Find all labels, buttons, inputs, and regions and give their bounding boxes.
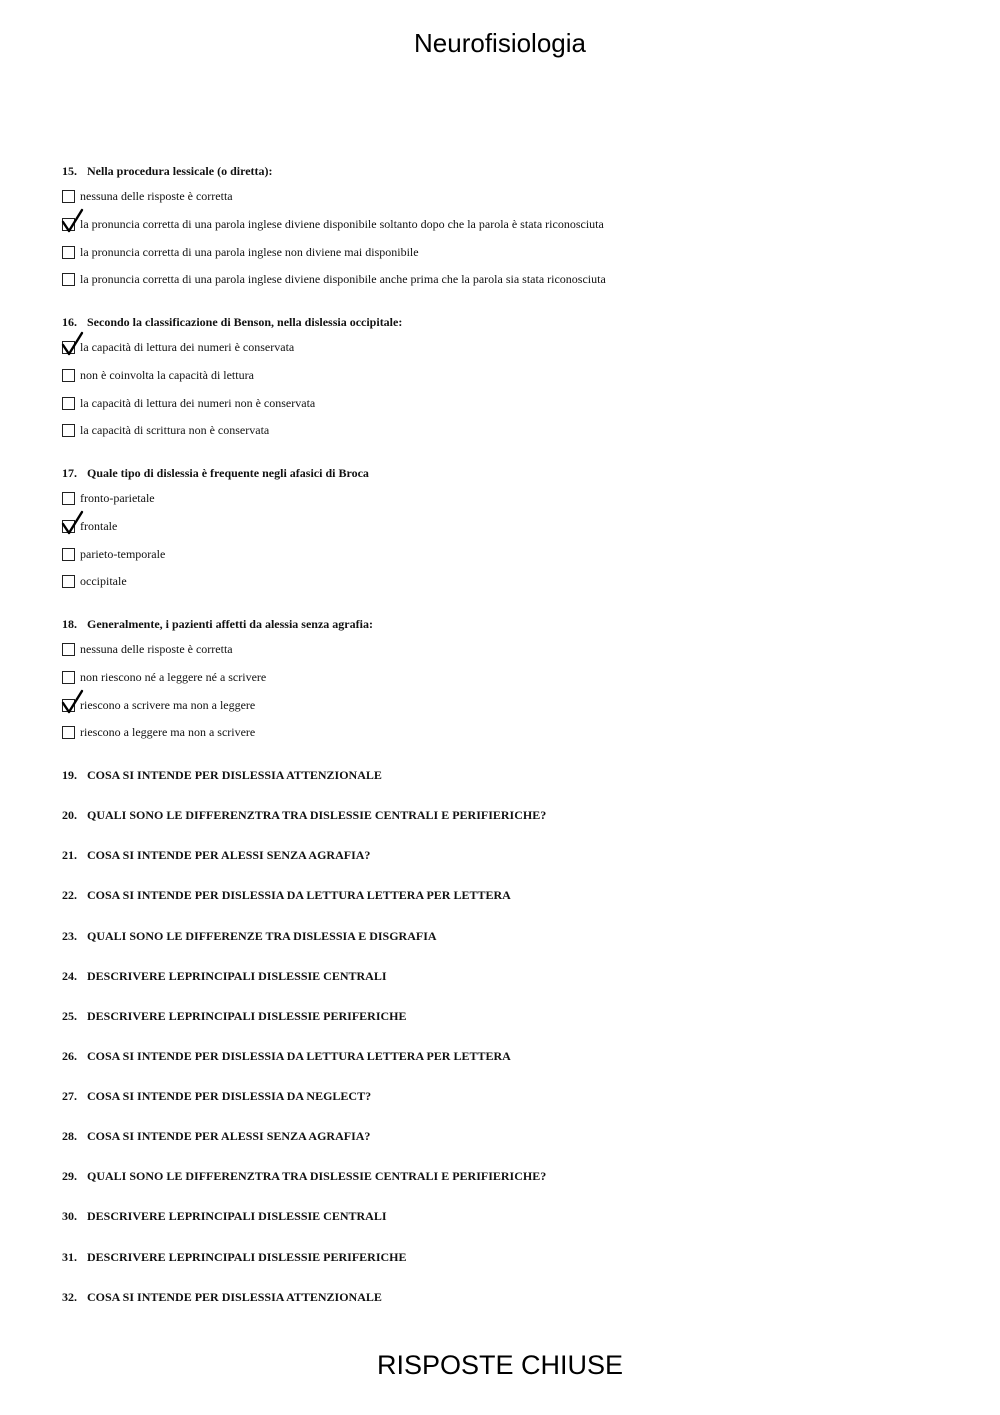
question-text: DESCRIVERE LEPRINCIPALI DISLESSIE PERIFERICHE bbox=[87, 1009, 407, 1023]
question-number: 19. bbox=[62, 768, 77, 782]
question-number: 27. bbox=[62, 1089, 77, 1103]
question-text: COSA SI INTENDE PER DISLESSIA ATTENZIONALE bbox=[87, 768, 382, 782]
checkbox[interactable] bbox=[62, 643, 75, 656]
question-number: 29. bbox=[62, 1169, 77, 1183]
question-text: QUALI SONO LE DIFFERENZTRA TRA DISLESSIE CENTRALI E PERIFIERICHE? bbox=[87, 1169, 547, 1183]
open-question bbox=[62, 888, 511, 903]
option-label: la pronuncia corretta di una parola inglese non diviene mai disponibile bbox=[80, 245, 419, 259]
question-text: COSA SI INTENDE PER DISLESSIA ATTENZIONALE bbox=[87, 1290, 382, 1304]
checkbox[interactable] bbox=[62, 575, 75, 588]
question-15 bbox=[62, 164, 273, 179]
option-label: non riescono né a leggere né a scrivere bbox=[80, 670, 267, 684]
option-label: la capacità di lettura dei numeri non è conservata bbox=[80, 396, 316, 410]
question-text: QUALI SONO LE DIFFERENZE TRA DISLESSIA E DISGRAFIA bbox=[87, 929, 437, 943]
open-question bbox=[62, 969, 387, 984]
open-question bbox=[62, 1089, 371, 1104]
checkbox[interactable] bbox=[62, 548, 75, 561]
question-text: DESCRIVERE LEPRINCIPALI DISLESSIE PERIFERICHE bbox=[87, 1250, 407, 1264]
open-question bbox=[62, 1049, 511, 1064]
question-text: Nella procedura lessicale (o diretta): bbox=[87, 164, 273, 178]
question-text: COSA SI INTENDE PER ALESSI SENZA AGRAFIA? bbox=[87, 1129, 371, 1143]
question-text: COSA SI INTENDE PER ALESSI SENZA AGRAFIA? bbox=[87, 848, 371, 862]
option-label: riescono a scrivere ma non a leggere bbox=[80, 698, 256, 712]
option-label: parieto-temporale bbox=[80, 547, 166, 561]
question-number: 16. bbox=[62, 315, 77, 329]
question-number: 20. bbox=[62, 808, 77, 822]
page-title: Neurofisiologia bbox=[414, 28, 586, 58]
question-16 bbox=[62, 315, 402, 330]
question-number: 28. bbox=[62, 1129, 77, 1143]
checkbox[interactable] bbox=[62, 190, 75, 203]
checkbox[interactable] bbox=[62, 369, 75, 382]
question-number: 23. bbox=[62, 929, 77, 943]
option-label: nessuna delle risposte è corretta bbox=[80, 642, 233, 656]
open-question bbox=[62, 929, 437, 944]
question-text: DESCRIVERE LEPRINCIPALI DISLESSIE CENTRALI bbox=[87, 969, 387, 983]
question-text: COSA SI INTENDE PER DISLESSIA DA NEGLECT? bbox=[87, 1089, 372, 1103]
option-label: frontale bbox=[80, 519, 118, 533]
question-number: 25. bbox=[62, 1009, 77, 1023]
question-number: 15. bbox=[62, 164, 77, 178]
question-number: 30. bbox=[62, 1209, 77, 1223]
question-number: 24. bbox=[62, 969, 77, 983]
checkbox[interactable] bbox=[62, 397, 75, 410]
question-18 bbox=[62, 617, 373, 632]
open-question bbox=[62, 1129, 370, 1144]
checkbox[interactable] bbox=[62, 273, 75, 286]
question-number: 32. bbox=[62, 1290, 77, 1304]
question-text: Generalmente, i pazienti affetti da alessia senza agrafia: bbox=[87, 617, 373, 631]
question-number: 17. bbox=[62, 466, 77, 480]
question-text: COSA SI INTENDE PER DISLESSIA DA LETTURA LETTERA PER LETTERA bbox=[87, 888, 511, 902]
open-question bbox=[62, 808, 546, 823]
option-label: la capacità di scrittura non è conservata bbox=[80, 423, 270, 437]
open-question bbox=[62, 1169, 546, 1184]
option-label: occipitale bbox=[80, 574, 127, 588]
question-text: DESCRIVERE LEPRINCIPALI DISLESSIE CENTRALI bbox=[87, 1209, 387, 1223]
question-number: 22. bbox=[62, 888, 77, 902]
option-label: riescono a leggere ma non a scrivere bbox=[80, 725, 256, 739]
option-label: la capacità di lettura dei numeri è conservata bbox=[80, 340, 295, 354]
question-text: Secondo la classificazione di Benson, nella dislessia occipitale: bbox=[87, 315, 403, 329]
option-label: nessuna delle risposte è corretta bbox=[80, 189, 233, 203]
checkbox[interactable] bbox=[62, 492, 75, 505]
question-number: 26. bbox=[62, 1049, 77, 1063]
question-text: COSA SI INTENDE PER DISLESSIA DA LETTURA LETTERA PER LETTERA bbox=[87, 1049, 511, 1063]
checkbox[interactable] bbox=[62, 424, 75, 437]
option-label: fronto-parietale bbox=[80, 491, 155, 505]
option-label: la pronuncia corretta di una parola inglese diviene disponibile soltanto dopo che la parola è stata riconosciuta bbox=[80, 217, 604, 231]
question-17 bbox=[62, 466, 369, 481]
checkbox[interactable] bbox=[62, 671, 75, 684]
question-number: 31. bbox=[62, 1250, 77, 1264]
question-number: 21. bbox=[62, 848, 77, 862]
checkbox[interactable] bbox=[62, 726, 75, 739]
open-question bbox=[62, 848, 370, 863]
open-question bbox=[62, 768, 382, 783]
question-text: QUALI SONO LE DIFFERENZTRA TRA DISLESSIE CENTRALI E PERIFIERICHE? bbox=[87, 808, 547, 822]
open-question bbox=[62, 1009, 407, 1024]
open-question bbox=[62, 1250, 407, 1265]
checkbox[interactable] bbox=[62, 246, 75, 259]
option-label: non è coinvolta la capacità di lettura bbox=[80, 368, 254, 382]
question-number: 18. bbox=[62, 617, 77, 631]
open-question bbox=[62, 1290, 382, 1305]
question-text: Quale tipo di dislessia è frequente negli afasici di Broca bbox=[87, 466, 369, 480]
option-label: la pronuncia corretta di una parola inglese diviene disponibile anche prima che la parola sia stata riconosciuta bbox=[80, 272, 606, 286]
open-question bbox=[62, 1209, 387, 1224]
section-title: RISPOSTE CHIUSE bbox=[376, 1350, 624, 1380]
